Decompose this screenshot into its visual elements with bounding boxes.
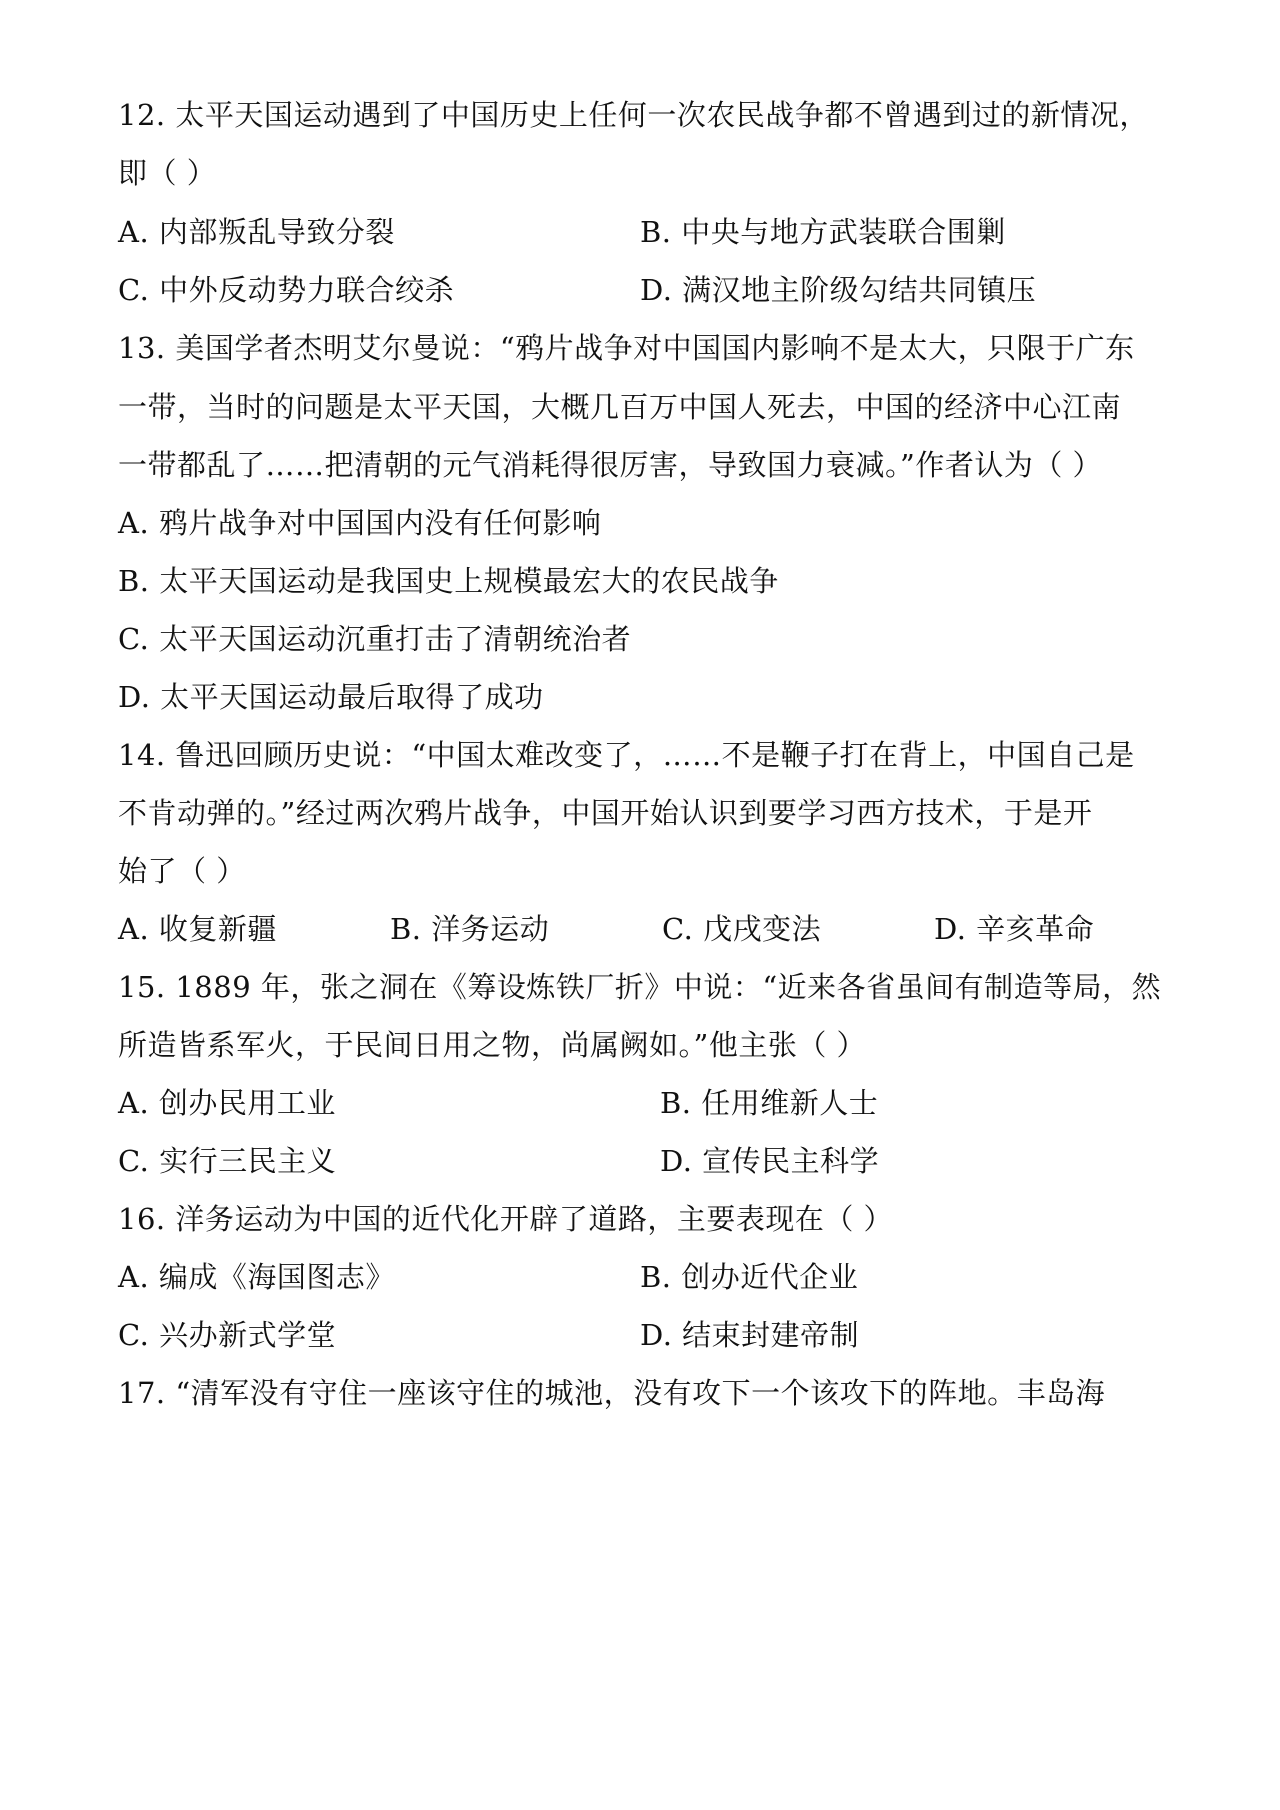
q15-option-b: B. 任用维新人士 bbox=[660, 1086, 879, 1120]
q12-option-a: A. 内部叛乱导致分裂 bbox=[118, 215, 395, 249]
q15-option-d: D. 宣传民主科学 bbox=[660, 1144, 880, 1178]
q13-option-a: A. 鸦片战争对中国国内没有任何影响 bbox=[118, 506, 602, 540]
q16-option-b: B. 创办近代企业 bbox=[640, 1260, 859, 1294]
q12-stem-line-1: 12. 太平天国运动遇到了中国历史上任何一次农民战争都不曾遇到过的新情况， bbox=[118, 98, 1149, 132]
q16-option-c: C. 兴办新式学堂 bbox=[118, 1318, 337, 1352]
q14-option-a: A. 收复新疆 bbox=[118, 912, 277, 946]
q16-option-d: D. 结束封建帝制 bbox=[640, 1318, 860, 1352]
q14-stem-line-3: 始了（ ） bbox=[118, 854, 246, 888]
q17-stem-line-1: 17. “清军没有守住一座该守住的城池，没有攻下一个该攻下的阵地。丰岛海 bbox=[118, 1376, 1106, 1410]
q15-option-a: A. 创办民用工业 bbox=[118, 1086, 336, 1120]
q15-stem-line-2: 所造皆系军火，于民间日用之物，尚属阙如。”他主张（ ） bbox=[118, 1028, 867, 1062]
q12-option-d: D. 满汉地主阶级勾结共同镇压 bbox=[640, 273, 1037, 307]
q16-stem-line-1: 16. 洋务运动为中国的近代化开辟了道路，主要表现在（ ） bbox=[118, 1202, 894, 1236]
q12-stem-line-2: 即（ ） bbox=[118, 156, 217, 190]
q14-stem-line-1: 14. 鲁迅回顾历史说：“中国太难改变了，……不是鞭子打在背上，中国自己是 bbox=[118, 738, 1135, 772]
q13-option-d: D. 太平天国运动最后取得了成功 bbox=[118, 680, 544, 714]
q13-stem-line-3: 一带都乱了……把清朝的元气消耗得很厉害，导致国力衰减。”作者认为（ ） bbox=[118, 448, 1103, 482]
q13-stem-line-1: 13. 美国学者杰明艾尔曼说：“鸦片战争对中国国内影响不是太大，只限于广东 bbox=[118, 331, 1135, 365]
q13-stem-line-2: 一带，当时的问题是太平天国，大概几百万中国人死去，中国的经济中心江南 bbox=[118, 390, 1122, 424]
q12-option-c: C. 中外反动势力联合绞杀 bbox=[118, 273, 455, 307]
q13-option-b: B. 太平天国运动是我国史上规模最宏大的农民战争 bbox=[118, 564, 779, 598]
q14-stem-line-2: 不肯动弹的。”经过两次鸦片战争，中国开始认识到要学习西方技术，于是开 bbox=[118, 796, 1093, 830]
q13-option-c: C. 太平天国运动沉重打击了清朝统治者 bbox=[118, 622, 632, 656]
q14-option-c: C. 戊戌变法 bbox=[662, 912, 822, 946]
q14-option-d: D. 辛亥革命 bbox=[934, 912, 1095, 946]
q16-option-a: A. 编成《海国图志》 bbox=[118, 1260, 395, 1294]
q12-option-b: B. 中央与地方武装联合围剿 bbox=[640, 215, 1006, 249]
q15-stem-line-1: 15. 1889 年，张之洞在《筹设炼铁厂折》中说：“近来各省虽间有制造等局，然 bbox=[118, 970, 1162, 1004]
q15-option-c: C. 实行三民主义 bbox=[118, 1144, 337, 1178]
q14-option-b: B. 洋务运动 bbox=[390, 912, 550, 946]
